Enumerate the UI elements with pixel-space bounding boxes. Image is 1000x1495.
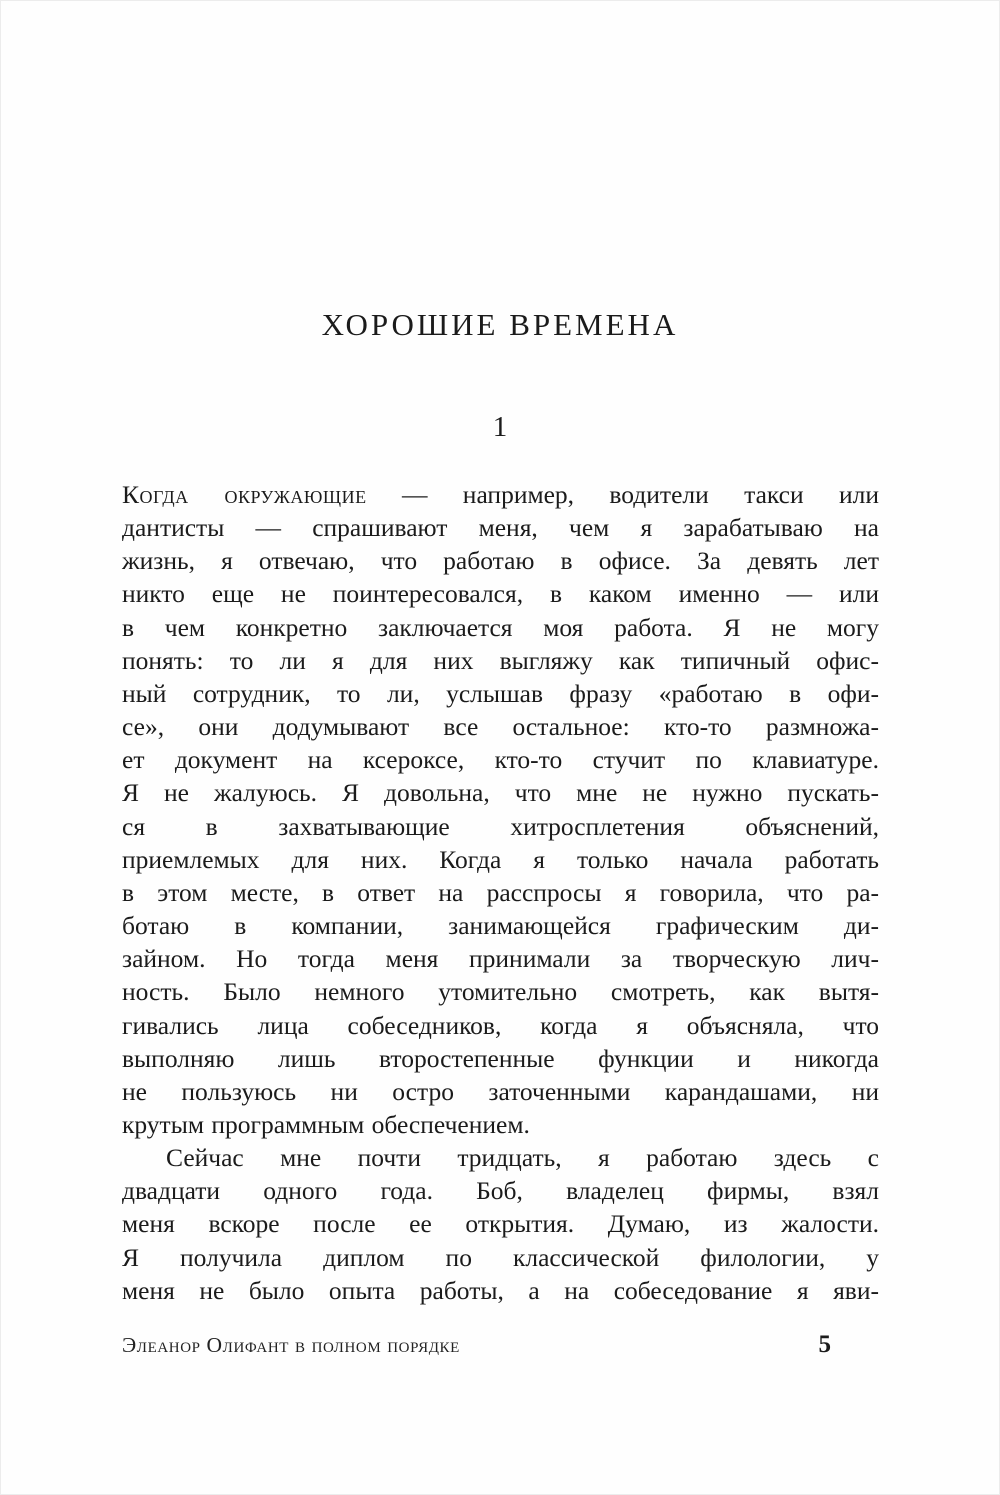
text-line: не пользуюсь ни остро заточенными карандашами, ни bbox=[122, 1076, 879, 1106]
text-line: ность. Было немного утомительно смотреть, как вытя- bbox=[122, 977, 879, 1007]
running-title: Элеанор Олифант в полном порядке bbox=[122, 1333, 460, 1357]
text-line: меня вскоре после ее открытия. Думаю, из жалости. bbox=[122, 1209, 879, 1239]
text-line: гивались лица собеседников, когда я объясняла, что bbox=[122, 1010, 879, 1040]
text-line: дантисты — спрашивают меня, чем я зарабатываю на bbox=[122, 513, 879, 543]
text-line: в чем конкретно заключается моя работа. Я не могу bbox=[122, 612, 879, 642]
page-footer bbox=[122, 1331, 879, 1359]
text-line: ет документ на ксероксе, кто-то стучит по клавиатуре. bbox=[122, 745, 879, 775]
text-line: се», они додумывают все остальное: кто-то размножа- bbox=[122, 712, 879, 742]
page-number: 5 bbox=[818, 1331, 831, 1358]
text-line: двадцати одного года. Боб, владелец фирмы, взял bbox=[122, 1176, 879, 1206]
text-line: Сейчас мне почти тридцать, я работаю здесь с bbox=[166, 1143, 879, 1173]
text-line: приемлемых для них. Когда я только начала работать bbox=[122, 844, 879, 874]
text-line: Я не жалуюсь. Я довольна, что мне не нужно пускать- bbox=[122, 778, 879, 808]
text-line: ботаю в компании, занимающейся графическим ди- bbox=[122, 911, 879, 941]
text-line: понять: то ли я для них выгляжу как типичный офис- bbox=[122, 645, 879, 675]
body-text bbox=[122, 478, 879, 1307]
text-line: меня не было опыта работы, а на собеседование я яви- bbox=[122, 1275, 879, 1305]
text-line-rest: — например, водители такси или bbox=[366, 480, 879, 509]
chapter-title: ХОРОШИЕ ВРЕМЕНА bbox=[321, 307, 679, 342]
paragraph-lead: Когда окружающие bbox=[122, 480, 367, 509]
text-line bbox=[122, 478, 879, 511]
text-line: никто еще не поинтересовался, в каком именно — или bbox=[122, 579, 879, 609]
text-line: жизнь, я отвечаю, что работаю в офисе. За девять лет bbox=[122, 546, 879, 576]
chapter-number: 1 bbox=[492, 411, 508, 443]
text-line: выполняю лишь второстепенные функции и никогда bbox=[122, 1043, 879, 1073]
text-line: зайном. Но тогда меня принимали за творческую лич- bbox=[122, 944, 879, 974]
text-line: в этом месте, в ответ на расспросы я говорила, что ра- bbox=[122, 877, 879, 907]
text-line: ный сотрудник, то ли, услышав фразу «работаю в офи- bbox=[122, 678, 879, 708]
text-line: ся в захватывающие хитросплетения объяснений, bbox=[122, 811, 879, 841]
text-line: Я получила диплом по классической филологии, у bbox=[122, 1242, 879, 1272]
text-line: крутым программным обеспечением. bbox=[122, 1109, 530, 1139]
